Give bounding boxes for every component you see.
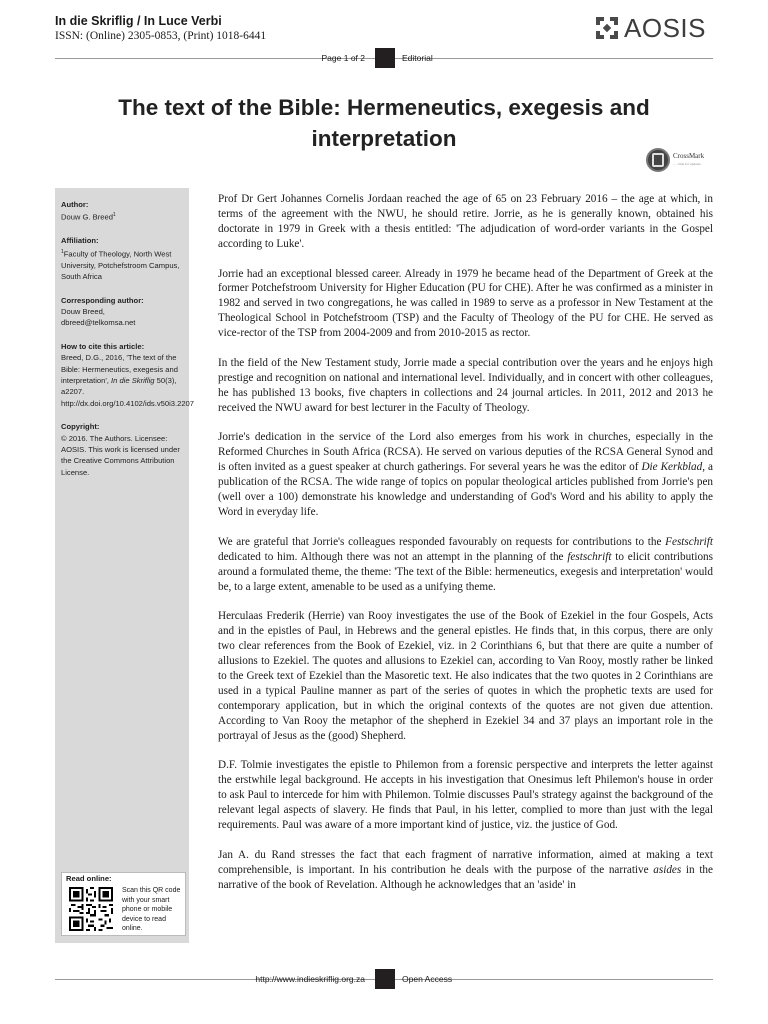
paragraph-7: D.F. Tolmie investigates the epistle to Philemon from a forensic perspective and interprets the letter against the erstwhile legal background. He accepts in his investigation that Onesimus left Philemon's house in order to ask Paul to intercede for him with Philemon. Tolmie discusses Paul's strategy against the background of the relevant legal aspects of slavery. He finds that Paul, in his letter, complied to more than just with the legal requirements. Paul was aware of a more important kind of justice, viz. the justice of God. <box>218 759 713 831</box>
paragraph-5-part-a: We are grateful that Jorrie's colleagues responded favourably on requests for contributions to the <box>218 535 666 548</box>
corresponding-name: Douw Breed, <box>61 306 105 316</box>
citation-journal: In die Skriflig <box>111 375 155 385</box>
affiliation-label: Affiliation: <box>61 236 99 246</box>
paragraph-5-part-c: to elicit contributions around a formulated theme, the theme: 'The text of the Bible: hermeneutics, exegesis and interpretation' would be, to a large extent, amenable to be used as a unifying theme. <box>218 550 713 593</box>
crossmark-badge[interactable] <box>646 148 704 172</box>
qr-code-icon[interactable] <box>69 887 113 931</box>
paragraph-5-part-b: dedicated to him. Although there was not an attempt in the planning of the <box>218 550 568 563</box>
paragraph-1: Prof Dr Gert Johannes Cornelis Jordaan reached the age of 65 on 23 February 2016 – the age at which, in terms of the agreement with the NWU, he should retire. Jorrie, as he is generally known, obtained his doctorate in 1979 in Greek with a thesis entitled: 'The adjudication of word-order variants in the Gospel according to Luke'. <box>218 193 713 250</box>
paragraph-5-italic-2: festschrift <box>567 550 612 563</box>
aosis-logo[interactable] <box>594 15 706 41</box>
author-text: Douw G. Breed <box>61 212 113 222</box>
paragraph-5-italic-1: Festschrift <box>665 535 713 548</box>
citation-part2[interactable]: 50(3), a2207. http://dx.doi.org/10.4102/ids.v50i3.2207 <box>61 375 194 408</box>
paragraph-4-part-a: Jorrie's dedication in the service of the Lord also emerges from his work in churches, especially in the Reformed Churches in South Africa (RCSA). He served on various deputies of the RCSA General Synod and is often invited as a guest speaker at church gatherings. For several years he was the editor of <box>218 431 713 474</box>
read-online-box <box>61 872 186 936</box>
copyright-label: Copyright: <box>61 422 100 432</box>
paragraph-4 <box>218 430 713 519</box>
open-access-label: Open Access <box>402 974 453 984</box>
paragraph-5 <box>218 535 713 595</box>
crossmark-label: CrossMark <box>673 152 705 160</box>
article-body <box>218 192 713 907</box>
author-label: Author: <box>61 200 89 209</box>
copyright-text: © 2016. The Authors. Licensee: AOSIS. This work is licensed under the Creative Commons Attribution License. <box>61 433 180 477</box>
author-superscript: 1 <box>112 212 116 219</box>
corresponding-email[interactable]: dbreed@telkomsa.net <box>61 318 136 328</box>
corresponding-label: Corresponding author: <box>61 295 144 305</box>
citation-label: How to cite this article: <box>61 341 145 351</box>
section-label: Editorial <box>402 53 433 63</box>
corresponding-section <box>61 295 183 329</box>
journal-name: In die Skriflig / In Luce Verbi <box>55 14 222 28</box>
crossmark-sub: ← click for updates <box>673 162 701 166</box>
citation-part1: Breed, D.G., 2016, 'The text of the Bible: Hermeneutics, exegesis and interpretation', <box>61 353 178 385</box>
affiliation-section <box>61 235 183 282</box>
affiliation-value: Faculty of Theology, North West University, Potchefstroom Campus, South Africa <box>61 249 180 282</box>
header-marker <box>375 48 395 68</box>
affiliation-text <box>61 247 183 283</box>
aosis-logo-icon <box>594 15 620 41</box>
paragraph-2: Jorrie had an exceptional blessed career. Already in 1979 he became head of the Department of Greek at the former Potchefstroom University for Higher Education (PU for CHE). After he was confirmed as a minister in 1982 and served in two congregations, he was called in 1989 to serve as a professor in New Testament at the Theological School in Potchefstroom (TSP) and the Faculty of Theology of the PU for CHE. He served as vice-rector of the TSP from 2004-2009 and from 2010-2015 as rector. <box>218 267 713 340</box>
issn: ISSN: (Online) 2305-0853, (Print) 1018-6441 <box>55 30 267 42</box>
read-online-label: Read online: <box>66 874 112 883</box>
article-info-sidebar <box>55 188 194 943</box>
crossmark-icon <box>646 148 670 172</box>
paragraph-4-part-b: , a publication of the RCSA. The wide range of topics on popular theological articles published from Jorrie's pen (well over a 100) demonstrate his knowledge and understanding of God's Word and his ability to apply the Word in everyday life. <box>218 461 714 518</box>
article-title: The text of the Bible: Hermeneutics, exegesis and interpretation <box>118 95 650 151</box>
paragraph-8-part-b: in the narrative of the book of Revelation. Although he acknowledges that an 'aside' in <box>218 863 713 891</box>
citation-section <box>61 341 194 409</box>
paragraph-6: Herculaas Frederik (Herrie) van Rooy investigates the use of the Book of Ezekiel in the four Gospels, Acts and in the epistles of Paul, in Hebrews and the general epistles. He finds that, in this corpus, there are only two clear references from the Book of Ezekiel, viz. in 2 Corinthians 6, but that there are quite a number of allusions to Ezekiel. The quotes and allusions to Ezekiel can, according to Van Rooy, mostly rather be linked to the Greek text of Ezekiel than the Masoretic text. He also indicates that the two quotes in 2 Corinthians are used in a typical Pauline manner as part of the series of quotes in which the prophetic texts are used for contemporary application, but in which the original contexts of the quotes are not given due attention. According to Van Rooy the metaphor of the shepherd in Ezekiel 34 and 37 plays an important role in the portrayal of Jesus as the (good) Shepherd. <box>218 610 713 742</box>
paragraph-8 <box>218 848 713 893</box>
paragraph-8-italic: asides <box>653 863 682 876</box>
author-section <box>61 199 183 223</box>
paragraph-3: In the field of the New Testament study, Jorrie made a special contribution over the years and he enjoys high prestige and recognition on national and international level. Individually, and in concert with other colleagues, he has published 13 books, five chapters in collections and 24 journal articles. In 2011, 2012 and 2013 he received the NWU award for best lecturer in the Faculty of Theology. <box>218 356 713 414</box>
page-number: Page 1 of 2 <box>321 53 365 63</box>
affiliation-superscript: 1 <box>61 248 64 255</box>
footer-marker <box>375 969 395 989</box>
aosis-logo-text: AOSIS <box>624 13 706 43</box>
paragraph-8-part-a: Jan A. du Rand stresses the fact that each fragment of narrative information, aimed at making a text comprehensible, is important. In his contribution he deals with the purpose of the narrative <box>218 848 713 876</box>
copyright-section <box>61 421 183 478</box>
read-online-text: Scan this QR code with your smart phone or mobile device to read online. <box>122 887 181 933</box>
citation-text <box>61 352 194 409</box>
author-name <box>61 210 183 223</box>
paragraph-4-italic: Die Kerkblad <box>641 461 703 474</box>
footer-url-link[interactable]: http://www.indieskriflig.org.za <box>255 974 365 984</box>
